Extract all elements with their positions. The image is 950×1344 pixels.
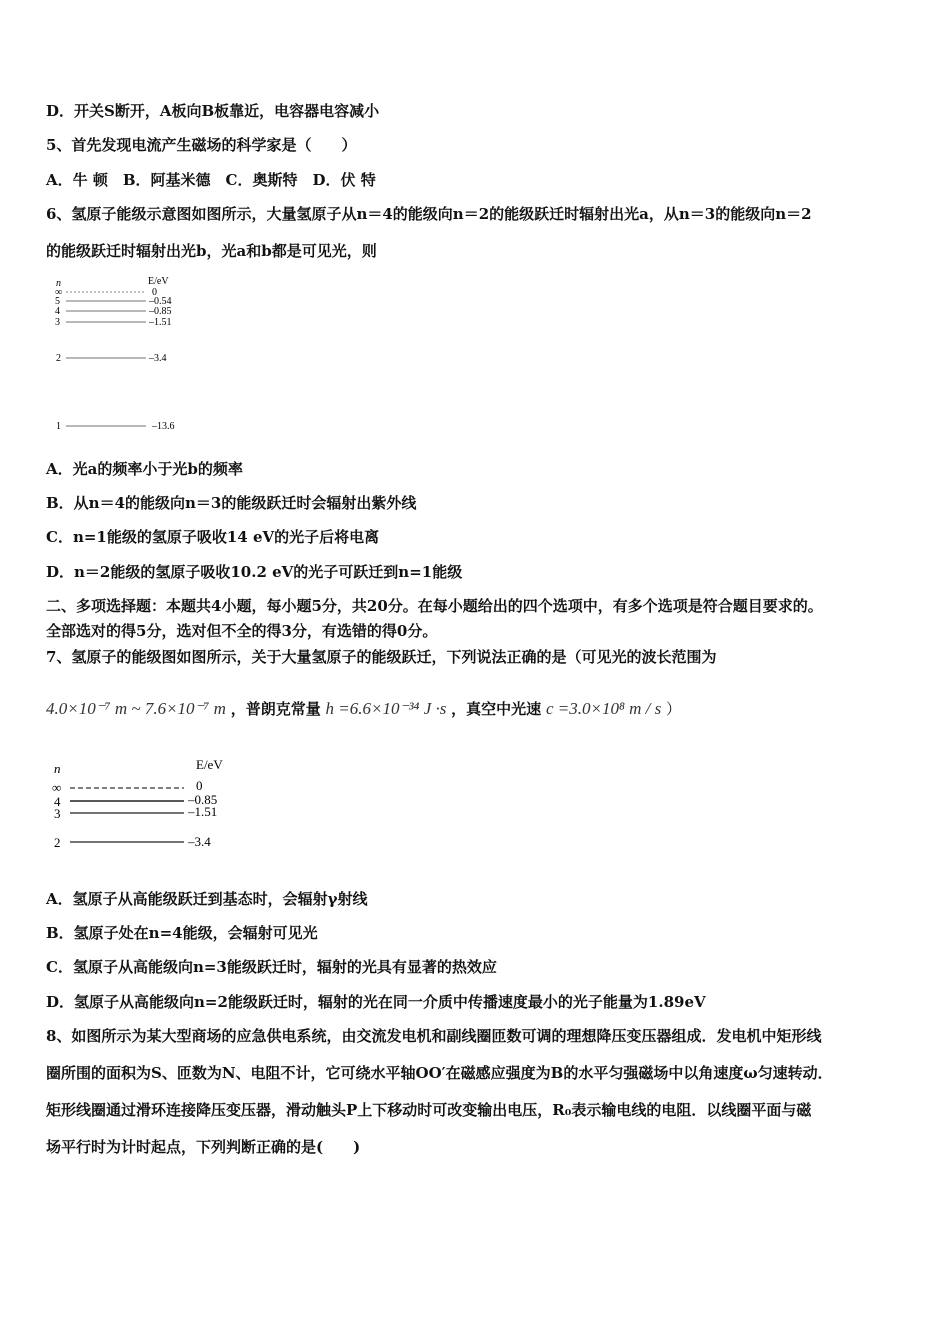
q6-energy-level-diagram (50, 272, 210, 437)
q7-option-c: C．氢原子从高能级向n=3能级跃迁时，辐射的光具有显著的热效应 (46, 958, 497, 976)
q6-n-label: n (56, 278, 61, 289)
q7-close-paren: ） (666, 700, 682, 718)
q6-stem-line1: 6、氢原子能级示意图如图所示，大量氢原子从n＝4的能级向n＝2的能级跃迁时辐射出光a，从n＝3的能级向n＝2 (46, 205, 812, 223)
q6-option-d: D．n＝2能级的氢原子吸收10.2 eV的光子可跃迁到n=1能级 (46, 563, 463, 581)
q7-energy-level-diagram (48, 755, 238, 855)
q6-level-1-n: 1 (56, 421, 61, 432)
q7-n-label: n (54, 761, 61, 776)
q6-level-4-e: –0.85 (149, 306, 172, 317)
q7-option-b: B．氢原子处在n=4能级，会辐射可见光 (46, 924, 318, 942)
q6-option-b: B．从n＝4的能级向n＝3的能级跃迁时会辐射出紫外线 (46, 494, 417, 512)
q7-e-label: E/eV (196, 757, 223, 772)
q7-light-speed-label: ，真空中光速 (451, 700, 542, 718)
q8-stem-line1: 8、如图所示为某大型商场的应急供电系统，由交流发电机和副线圈匝数可调的理想降压变压器组成．发电机中矩形线 (46, 1027, 822, 1045)
q6-option-a: A．光a的频率小于光b的频率 (46, 460, 243, 478)
q7-level-2-n: 2 (54, 835, 61, 850)
q6-stem-line2: 的能级跃迁时辐射出光b，光a和b都是可见光，则 (46, 242, 377, 260)
q7-level-inf-e: 0 (196, 778, 203, 793)
q7-stem: 7、氢原子的能级图如图所示，关于大量氢原子的能级跃迁，下列说法正确的是（可见光的波长范围为 (46, 648, 717, 666)
q7-option-a: A．氢原子从高能级跃迁到基态时，会辐射γ射线 (46, 890, 368, 908)
q7-planck-label: ，普朗克常量 (230, 700, 321, 718)
q5-options: A．牛 顿 B．阿基米德 C．奥斯特 D．伏 特 (46, 171, 376, 189)
q7-level-4-n: 4 (54, 794, 61, 809)
q7-level-inf-n: ∞ (52, 780, 62, 795)
q6-level-3-n: 3 (55, 317, 60, 328)
q8-stem-line2: 圈所围的面积为S、匝数为N、电阻不计，它可绕水平轴OO′在磁感应强度为B的水平匀强磁场中以角速度ω匀速转动． (46, 1064, 833, 1082)
q8-stem-line4: 场平行时为计时起点，下列判断正确的是( ) (46, 1138, 361, 1156)
q7-constants (46, 698, 681, 719)
q6-level-5-n: 5 (55, 296, 60, 307)
q6-level-1-e: –13.6 (152, 421, 175, 432)
q6-level-inf-n: ∞ (55, 287, 63, 298)
q8-stem-line3: 矩形线圈通过滑环连接降压变压器，滑动触头P上下移动时可改变输出电压，R₀表示输电线的电阻．以线圈平面与磁 (46, 1101, 812, 1119)
q6-level-5-e: –0.54 (149, 296, 172, 307)
q6-level-2-n: 2 (56, 353, 61, 364)
q6-level-inf-e: 0 (152, 287, 157, 298)
q7-level-3-n: 3 (54, 806, 61, 821)
q7-level-4-e: –0.85 (188, 792, 218, 807)
q4-option-d: D．开关S断开，A板向B板靠近，电容器电容减小 (46, 102, 380, 120)
q7-planck-constant: h =6.6×10⁻³⁴ J ·s (325, 699, 447, 718)
q7-wavelength-range: 4.0×10⁻⁷ m ~ 7.6×10⁻⁷ m (46, 699, 226, 718)
q6-level-3-e: –1.51 (149, 317, 172, 328)
q5-stem: 5、首先发现电流产生磁场的科学家是（ ） (46, 136, 357, 154)
q7-light-speed: c =3.0×10⁸ m / s (545, 699, 662, 718)
q7-option-d: D．氢原子从高能级向n=2能级跃迁时，辐射的光在同一介质中传播速度最小的光子能量为1.89eV (46, 993, 706, 1011)
q6-level-2-e: –3.4 (149, 353, 167, 364)
q7-level-3-e: –1.51 (188, 804, 218, 819)
q7-level-2-e: –3.4 (188, 834, 211, 849)
section2-line2: 全部选对的得5分，选对但不全的得3分，有选错的得0分。 (46, 622, 438, 640)
q6-option-c: C．n=1能级的氢原子吸收14 eV的光子后将电离 (46, 528, 380, 546)
q6-level-4-n: 4 (55, 306, 60, 317)
q6-e-label: E/eV (148, 276, 169, 287)
section2-line1: 二、多项选择题：本题共4小题，每小题5分，共20分。在每小题给出的四个选项中，有多个选项是符合题目要求的。 (46, 597, 823, 615)
